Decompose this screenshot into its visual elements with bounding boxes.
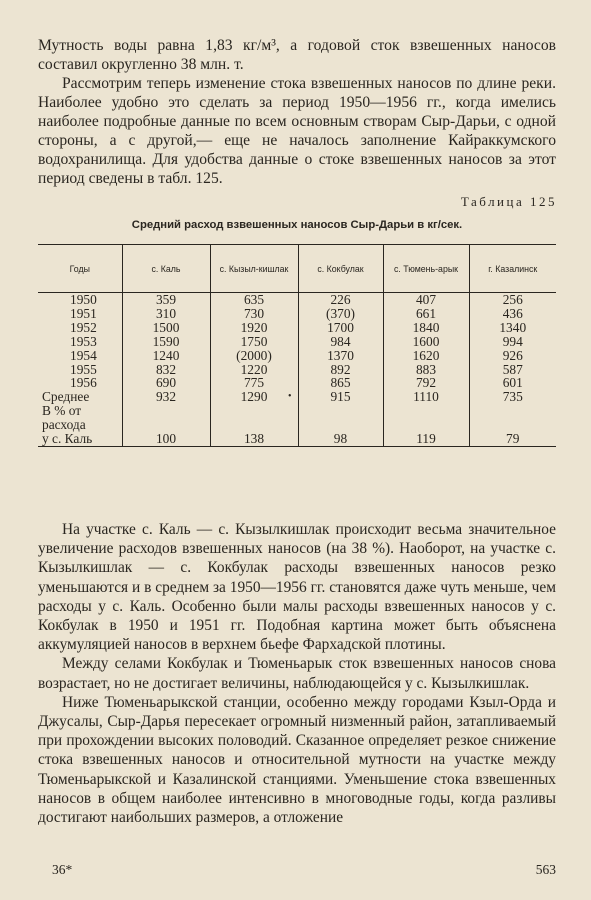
percent-kokbulak: 98 bbox=[298, 404, 383, 446]
sediment-table bbox=[38, 244, 556, 447]
percent-label: В % от расхода у с. Каль bbox=[38, 404, 122, 446]
average-kokbulak: 915 bbox=[298, 390, 383, 404]
percent-kazalinsk: 79 bbox=[469, 404, 556, 446]
average-mark: • bbox=[287, 391, 292, 403]
header-kazalinsk: г. Казалинск bbox=[469, 245, 556, 293]
paragraph: Ниже Тюменьарыкской станции, особенно между городами Кзыл-Орда и Джусалы, Сыр-Дарья пересекает огромный низменный район, затапливаемый при прохождении высоких половодий. Сказанное определяет резкое снижение стока взвешенных наносов и относительной мутности на участке между Тюменьарыкской и Казалинской станциями. Уменьшение стока взвешенных наносов в общем наиболее интенсивно в многоводные годы, когда разливы достигают наибольших размеров, а отложение bbox=[38, 693, 556, 827]
kazalinsk-values: 256 436 1340 994 926 587 601 bbox=[469, 293, 556, 391]
average-label: Среднее bbox=[42, 389, 90, 405]
paragraph: На участке с. Каль — с. Кызылкишлак происходит весьма значительное увеличение расходов взвешенных наносов (на 38 %). Наоборот, на участке с. Кызылкишлак — с. Кокбулак расходы взвешенных наносов резко уменьшаются и в среднем за 1950—1956 гг. становятся даже чуть меньше, чем расходы у с. Каль. Особенно были малы расходы взвешенных наносов у с. Кокбулак в 1950 и 1951 гг. Подобная картина может быть объяснена аккумуляцией наносов в верхнем бьефе Фархадской плотины. bbox=[38, 521, 556, 654]
header-kal: с. Каль bbox=[122, 245, 210, 293]
percent-tyumenaryk: 119 bbox=[383, 404, 469, 446]
page-number: 563 bbox=[535, 862, 556, 877]
average-kazalinsk: 735 bbox=[469, 390, 556, 404]
header-years: Годы bbox=[38, 245, 122, 293]
table-header-row bbox=[38, 245, 556, 293]
table-row-percent bbox=[38, 404, 556, 446]
printer-signature: 36* bbox=[52, 862, 73, 877]
years-cell: 1950 1951 1952 1953 1954 1955 1956 bbox=[70, 292, 97, 391]
average-kal: 932 bbox=[122, 390, 210, 404]
tyumenaryk-values: 407 661 1840 1600 1620 883 792 bbox=[383, 293, 469, 391]
header-tyumenaryk: с. Тюмень-арык bbox=[383, 245, 469, 293]
table-number: Таблица 125 bbox=[460, 194, 557, 209]
paragraph: Между селами Кокбулак и Тюменьарык сток взвешенных наносов снова возрастает, но не достигает величины, наблюдающейся у с. Кызылкишлак. bbox=[38, 655, 556, 692]
table-row-average bbox=[38, 390, 556, 404]
kokbulak-values: 226 (370) 1700 984 1370 892 865 bbox=[298, 293, 383, 391]
table-row bbox=[38, 293, 556, 391]
table-title: Средний расход взвешенных наносов Сыр-Дарьи в кг/сек. bbox=[131, 219, 463, 231]
header-kokbulak: с. Кокбулак bbox=[298, 245, 383, 293]
average-kyzylkishlak: 1290 bbox=[240, 389, 268, 405]
kyzylkishlak-values: 635 730 1920 1750 (2000) 1220 775 bbox=[210, 293, 298, 391]
top-text-block bbox=[38, 36, 556, 188]
average-tyumenaryk: 1110 bbox=[383, 390, 469, 404]
paragraph: Мутность воды равна 1,83 кг/м³, а годовой сток взвешенных наносов составил округленно 38 млн. т. bbox=[38, 37, 556, 73]
bottom-text-block bbox=[38, 520, 556, 827]
kal-values: 359 310 1500 1590 1240 832 690 bbox=[122, 293, 210, 391]
paragraph: Рассмотрим теперь изменение стока взвешенных наносов по длине реки. Наиболее удобно это сделать за период 1950—1956 гг., когда имелись наиболее подробные данные по всем основным створам Сыр-Дарьи, с одной стороны, а с другой,— еще не началось заполнение Кайраккумского водохранилища. Для удобства данные о стоке взвешенных наносов за этот период сведены в табл. 125. bbox=[38, 75, 556, 187]
percent-kyzylkishlak: 138 bbox=[210, 404, 298, 446]
percent-kal: 100 bbox=[122, 404, 210, 446]
header-kyzylkishlak: с. Кызыл-кишлак bbox=[210, 245, 298, 293]
average-kyzylkishlak-cell bbox=[210, 390, 298, 404]
